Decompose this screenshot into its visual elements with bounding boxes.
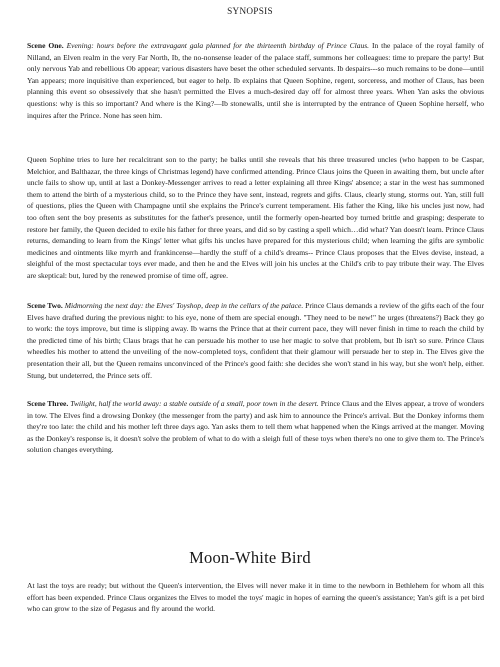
scene-one-setting: Evening: hours before the extravagant gala planned for the thirteenth birthday of Prince Claus. [66, 41, 370, 50]
scene-one-text: In the palace of the royal family of Nilland, an Elven realm in the very Far North, Ib, the no-nonsense leader of the palace staff, summons her colleagues: time to prepare the party! But only nervous Yab and rebellious Ob appear; various disasters have beset the other scheduled servants. Ib despairs---so much remains to be done—until Yan appears; more inquisitive than experienced, but eager to help. Ib explains that Queen Sophine, regent, sorceress, and mother of Claus, has been planning this event so obsessively that she hasn't permitted the Elves a much-desired day off for almost three years. When Yan asks the obvious questions: why is this so important? And where is the King?—Ib stonewalls, until she is interrupted by the entrance of Queen Sophine herself, who inquires after the Prince. None has seen him. [27, 41, 485, 120]
scene-three-label: Scene Three. [27, 399, 69, 408]
scene-three-paragraph [27, 398, 484, 456]
scene-one-continued-paragraph [27, 154, 484, 282]
scene-two-label: Scene Two. [27, 301, 63, 310]
scene-one-continued-text: Queen Sophine tries to lure her recalcitrant son to the party; he balks until she reveals that his three treasured uncles (who happen to be Caspar, Melchior, and Balthazar, the three kings of Christmas legend) have confirmed attending. Prince Claus joins the Queen in awaiting them, but uncle after uncle fails to show up, until at last a Donkey-Messenger arrives to read a letter explaining all three Kings' absence; a star in the west has summoned them to attend the birth of a mysterious child, so to the Prince they have sent, instead, regrets and gifts. Claus, clearly stung, storms out. Yan, still full of questions, plies the Queen with Champagne until she explains the Prince's current temperament. His father the King, like his uncles just now, had too often sent the boy presents as substitutes for the father's presence, until the formerly open-hearted boy turned brittle and grasping; desperate to restore her family, the Queen decided to exile his father for three years, and did so by casting a spell which…did what? Yan doesn't learn. Prince Claus returns, demanding to learn from the Kings' letter what gifts his uncles have prepared for this mysterious child; when learning the gifts are symbolic medicines and ointments like myrrh and frankincense—hardly the stuff of a child's dreams-- Prince Claus proposes that the Elves devise, instead, a sleighful of the most spectacular toys ever made, and then he and the Elves will join his uncles at the Child's crib to pay tribute their way. The Elves are skeptical: but, lured by the renewed promise of time off, agree. [27, 155, 484, 280]
scene-one-label: Scene One. [27, 41, 64, 50]
scene-one-paragraph [27, 40, 484, 121]
section-paragraph [27, 580, 484, 615]
scene-two-text: Prince Claus demands a review of the gifts each of the four Elves have drafted during the previous night: to his eye, none of them are special enough. "They need to be new!" he urges (threatens?) Back they go to work: the toys improve, but time is slipping away. Ib warns the Prince that at their current pace, they will never finish in time to reach the child by the predicted time of his birth; Claus brags that he can persuade his mother to use her magic to solve that problem, but Ib isn't so sure. Prince Claus wheedles his mother to attend the unveiling of the now-completed toys, confident that their glamour will persuade her to step in. The Elves give the presentation their all, but the Queen remains unconvinced of the Prince's good faith: she decides she won't stand in his way, but she won't help, either. Stung, but undeterred, the Prince sets off. [27, 301, 484, 380]
scene-two-setting: Midmorning the next day: the Elves' Toyshop, deep in the cellars of the palace. [64, 301, 304, 310]
scene-three-text: Prince Claus and the Elves appear, a trove of wonders in tow. The Elves find a drowsing Donkey (the messenger from the party) and ask him to announce the Prince's arrival. But the Donkey informs them they're too late: the child and his mother left three days ago. Yan asks them to tell them what happened when the Kings arrived at the manger. Moving as the Donkey's response is, it doesn't solve the problem of what to do with a sleigh full of these toys when there's no one to give them to. The Prince's solution changes everything. [27, 399, 485, 455]
scene-three-setting: Twilight, half the world away: a stable outside of a small, poor town in the desert. [70, 399, 319, 408]
section-text: At last the toys are ready; but without the Queen's intervention, the Elves will never make it in time to the newborn in Bethlehem for whom all this effort has been expended. Prince Claus organizes the Elves to model the toys' magic in hopes of earning the queen's assistance; Yan's gift is a pet bird who can grow to the size of Pegasus and fly around the world. [27, 581, 484, 614]
page-heading: SYNOPSIS [227, 6, 273, 16]
scene-two-paragraph [27, 300, 484, 381]
section-title: Moon-White Bird [189, 548, 311, 567]
